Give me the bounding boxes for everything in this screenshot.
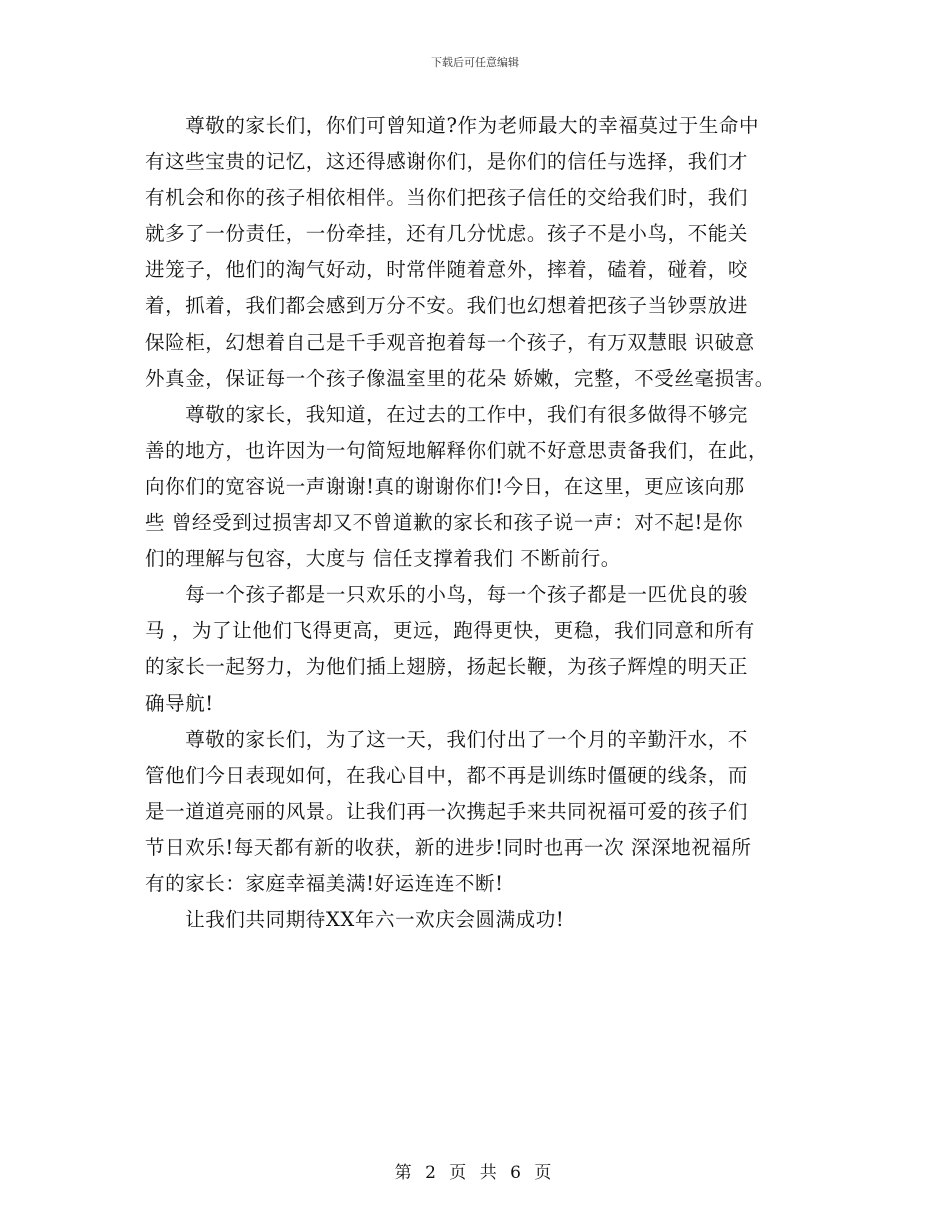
text-line: 们的理解与包容，大度与 信任支撑着我们 不断前行。 — [145, 547, 621, 571]
paragraph-1 — [145, 108, 805, 397]
text-line: 着，抓着，我们都会感到万分不安。我们也幻想着把孩子当钞票放进 — [145, 294, 749, 318]
text-line: 确导航! — [145, 691, 214, 715]
text-line: 有这些宝贵的记忆，这还得感谢你们，是你们的信任与选择，我们才 — [145, 150, 749, 174]
text-line: 有的家长：家庭幸福美满!好运连连不断! — [145, 871, 504, 895]
text-line: 节日欢乐!每天都有新的收获，新的进步!同时也再一次 深深地祝福所 — [145, 835, 752, 859]
text-line: 有机会和你的孩子相依相伴。当你们把孩子信任的交给我们时，我们 — [145, 186, 749, 210]
text-line: 尊敬的家长们，为了这一天，我们付出了一个月的辛勤汗水，不 — [145, 727, 749, 751]
download-edit-note: 下载后可任意编辑 — [431, 56, 519, 69]
page-number: 第 2 页 共 6 页 — [394, 1163, 556, 1183]
text-line: 保险柜，幻想着自己是千手观音抱着每一个孩子，有万双慧眼 识破意 — [145, 330, 755, 354]
document-body — [145, 108, 805, 938]
text-line: 尊敬的家长们，你们可曾知道?作为老师最大的幸福莫过于生命中 — [145, 114, 760, 137]
text-line: 善的地方，也许因为一句简短地解释你们就不好意思责备我们，在此， — [145, 438, 769, 462]
paragraph-3 — [145, 577, 805, 721]
text-line: 管他们今日表现如何，在我心目中，都不再是训练时僵硬的线条，而 — [145, 763, 749, 787]
text-line: 些 曾经受到过损害却又不曾道歉的家长和孩子说一声：对不起!是你 — [145, 511, 744, 535]
text-line: 进笼子，他们的淘气好动，时常伴随着意外，摔着，磕着，碰着，咬 — [145, 258, 749, 282]
paragraph-5 — [145, 902, 805, 938]
paragraph-2 — [145, 397, 805, 577]
text-line: 尊敬的家长，我知道，在过去的工作中，我们有很多做得不够完 — [145, 402, 749, 426]
text-line: 每一个孩子都是一只欢乐的小鸟，每一个孩子都是一匹优良的骏 — [145, 583, 749, 607]
text-line: 马 ，为了让他们飞得更高，更远，跑得更快，更稳，我们同意和所有 — [145, 619, 755, 643]
text-line: 就多了一份责任，一份牵挂，还有几分忧虑。孩子不是小鸟，不能关 — [145, 222, 749, 246]
text-line: 外真金，保证每一个孩子像温室里的花朵 娇嫩，完整，不受丝毫损害。 — [145, 366, 775, 390]
paragraph-4 — [145, 722, 805, 902]
text-line: 向你们的宽容说一声谢谢!真的谢谢你们!今日，在这里，更应该向那 — [145, 474, 745, 498]
text-line: 是一道道亮丽的风景。让我们再一次携起手来共同祝福可爱的孩子们 — [145, 799, 749, 823]
text-line: 的家长一起努力，为他们插上翅膀，扬起长鞭，为孩子辉煌的明天正 — [145, 655, 749, 679]
text-line: 让我们共同期待XX年六一欢庆会圆满成功! — [145, 908, 565, 932]
